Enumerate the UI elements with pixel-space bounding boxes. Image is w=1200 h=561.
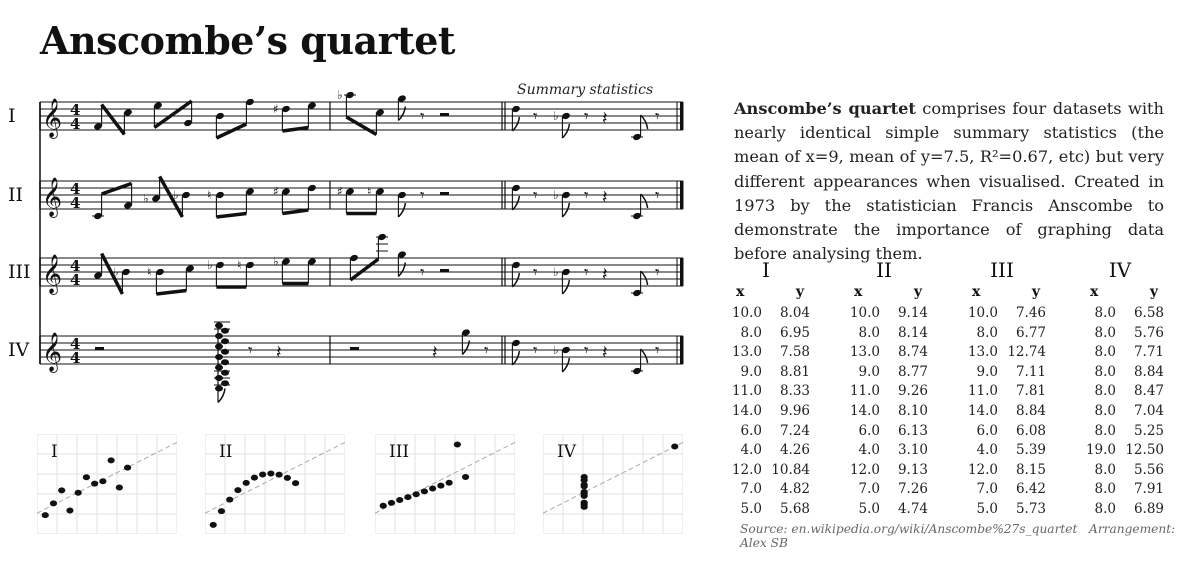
eighth-rest-icon: 𝄾 [248,341,253,361]
header-x: x [972,284,981,300]
cell-x: 10.0 [967,305,998,321]
eighth-rest-icon: 𝄾 [584,341,589,361]
header-y: y [913,284,922,300]
accidental: ♭ [273,254,279,269]
accidental: ♯ [337,184,343,199]
cell-y: 9.26 [897,383,928,400]
eighth-rest-icon: 𝄾 [420,186,425,206]
beam [350,259,378,280]
flag [641,115,648,129]
time-signature: 4 [70,335,81,353]
quarter-rest-icon: 𝄽 [602,108,608,129]
table-row [840,500,928,520]
table-row [958,461,1046,481]
data-point [91,481,98,487]
table-row [1076,500,1164,520]
table-row [840,480,928,500]
cell-x: 10.0 [731,305,762,321]
source-line [740,522,1200,550]
cell-x: 4.0 [976,442,998,459]
accidental: ♭ [173,188,179,202]
header-x: x [854,284,863,300]
treble-clef-icon: 𝄞 [42,332,63,372]
cell-x: 8.0 [1094,324,1116,341]
beam [156,291,186,295]
flag [641,194,648,208]
staff-label: I [8,105,16,127]
table-row [958,324,1046,344]
flag [562,280,569,294]
description-bold: Anscombe’s quartet [734,99,916,118]
cell-y: 5.56 [1133,461,1164,478]
cell-y: 6.89 [1133,500,1164,517]
table-row [1076,402,1164,422]
scatter-plot-IV [543,434,683,534]
table-row [958,441,1046,461]
cell-x: 10.0 [849,305,880,321]
cell-y: 7.81 [1015,383,1046,400]
table-title: III [990,258,1014,282]
cell-y: 8.84 [1015,402,1046,419]
cell-x: 8.0 [1094,363,1116,380]
cell-y: 8.04 [779,305,810,321]
data-point [116,485,123,491]
table-header [722,284,810,304]
cell-y: 9.96 [779,402,810,419]
cell-y: 6.77 [1015,324,1046,341]
table-row [722,480,810,500]
data-point [210,522,217,528]
cell-y: 8.10 [897,402,928,419]
cell-y: 3.10 [897,442,928,459]
plot-label: II [219,442,233,462]
source-text: Source: en.wikipedia.org/wiki/Anscombe%27s_quartet [740,522,1078,536]
data-point [292,480,299,486]
accidental: ♭ [553,265,559,279]
cell-y: 4.26 [779,442,810,459]
time-signature: 4 [70,271,81,289]
cell-y: 12.74 [1007,344,1046,361]
cell-y: 8.77 [897,363,928,380]
table-row [1076,422,1164,442]
time-signature: 4 [70,194,81,212]
data-point [276,472,283,478]
data-point [66,508,73,514]
data-point [671,444,678,450]
flag [562,203,569,217]
cell-x: 11.0 [967,383,998,400]
flag [641,349,648,363]
eighth-rest-icon: 𝄾 [655,341,660,361]
data-point [454,442,461,448]
scatter-plot-I [37,434,177,534]
staff-label: II [8,184,24,206]
beam [102,184,132,195]
table-title: IV [1108,258,1132,282]
table-header [1076,284,1164,304]
table-row [840,382,928,402]
eighth-rest-icon: 𝄾 [655,186,660,206]
musical-score [0,0,700,420]
cell-y: 6.95 [779,324,810,341]
cell-y: 12.50 [1125,442,1164,459]
beam [216,124,246,138]
cell-x: 6.0 [740,422,762,439]
table-row [722,382,810,402]
cell-y: 6.58 [1133,305,1164,321]
chord-notehead [215,386,223,392]
cell-x: 8.0 [858,324,880,341]
data-point [259,472,266,478]
cell-y: 5.73 [1015,500,1046,517]
cell-x: 7.0 [858,481,880,498]
table-row [958,382,1046,402]
staff-label: IV [8,339,30,361]
table-row [958,363,1046,383]
cell-y: 5.76 [1133,324,1164,341]
data-point [267,471,274,477]
data-point [421,488,428,494]
beam [282,210,308,214]
cell-y: 7.46 [1015,305,1046,321]
accidental: ♯ [273,102,279,116]
cell-x: 9.0 [740,363,762,380]
cell-y: 8.81 [779,363,810,380]
final-barline [680,181,684,209]
data-point [243,480,250,486]
eighth-rest-icon: 𝄾 [584,107,589,127]
table-row [1076,461,1164,481]
table-row [958,500,1046,520]
eighth-rest-icon: 𝄾 [584,186,589,206]
table-row [958,402,1046,422]
cell-x: 12.0 [731,461,762,478]
half-rest [95,347,104,351]
table-row [840,363,928,383]
cell-y: 8.84 [1133,363,1164,380]
table-row [722,422,810,442]
accidental: ♭ [553,343,559,357]
cell-y: 7.04 [1133,402,1164,419]
cell-x: 8.0 [1094,402,1116,419]
table-row [958,304,1046,324]
table-row [1076,382,1164,402]
cell-x: 12.0 [849,461,880,478]
table-row [1076,343,1164,363]
header-y: y [1031,284,1040,300]
header-x: x [736,284,745,300]
cell-x: 9.0 [858,363,880,380]
cell-y: 8.74 [897,344,928,361]
accidental: ♮ [207,188,212,202]
data-point [58,487,65,493]
table-dataset-III [958,258,1046,520]
cell-y: 7.24 [779,422,810,439]
cell-x: 14.0 [731,402,762,419]
quarter-rest-icon: 𝄽 [602,187,608,208]
data-point [251,475,258,481]
table-row [722,461,810,481]
eighth-rest-icon: 𝄾 [484,341,489,361]
half-rest [440,192,449,196]
data-point [99,478,106,484]
table-title: II [876,258,892,282]
cell-x: 8.0 [1094,305,1116,321]
accidental: ♮ [237,258,242,272]
data-point [388,500,395,506]
data-point [404,494,411,500]
eighth-rest-icon: 𝄾 [533,341,538,361]
table-row [722,500,810,520]
data-point [226,497,233,503]
data-point [284,475,291,481]
table-row [958,480,1046,500]
flag [398,203,405,217]
treble-clef-icon: 𝄞 [42,98,63,138]
final-barline [680,336,684,364]
cell-x: 8.0 [1094,344,1116,361]
cell-y: 6.13 [897,422,928,439]
cell-x: 9.0 [976,363,998,380]
accidental: ♮ [147,265,152,279]
cell-x: 13.0 [849,344,880,361]
cell-x: 6.0 [858,422,880,439]
table-row [722,441,810,461]
table-row [840,304,928,324]
cell-x: 13.0 [967,344,998,361]
table-dataset-I [722,258,810,520]
accidental: ♯ [273,184,279,199]
table-title: I [762,258,770,282]
data-point [437,483,444,489]
data-point [429,486,436,492]
accidental: ♭ [143,191,149,206]
cell-x: 13.0 [731,344,762,361]
cell-y: 7.26 [897,481,928,498]
header-y: y [1149,284,1158,300]
table-row [840,324,928,344]
table-row [958,343,1046,363]
table-row [840,422,928,442]
plot-label: III [389,442,410,462]
table-row [722,343,810,363]
table-row [1076,324,1164,344]
data-point [234,487,241,493]
quarter-rest-icon: 𝄽 [602,342,608,363]
cell-x: 5.0 [976,500,998,517]
table-row [722,363,810,383]
table-row [722,402,810,422]
cell-x: 11.0 [849,383,880,400]
data-point [581,490,588,496]
cell-x: 12.0 [967,461,998,478]
cell-x: 8.0 [1094,500,1116,517]
scatter-plot-III [375,434,515,534]
cell-x: 8.0 [740,324,762,341]
data-point [83,474,90,480]
cell-x: 7.0 [740,481,762,498]
table-row [840,461,928,481]
data-point [75,490,82,496]
cell-y: 5.39 [1015,442,1046,459]
plot-label: IV [557,442,576,462]
time-signature: 4 [70,180,81,198]
cell-x: 7.0 [976,481,998,498]
time-signature: 4 [70,115,81,133]
flag [512,117,519,131]
chord-notehead [215,323,223,329]
half-rest [440,113,449,117]
cell-y: 6.42 [1015,481,1046,498]
data-point [50,500,57,506]
beam [102,254,123,295]
table-row [1076,363,1164,383]
flag [641,271,648,285]
cell-x: 14.0 [849,402,880,419]
accidental: ♭ [553,188,559,202]
cell-x: 8.0 [976,324,998,341]
data-point [218,508,225,514]
table-row [840,343,928,363]
half-rest [350,347,359,351]
arrangement-text: Arrangement: Alex SB [740,522,1176,550]
chord-notehead [215,365,223,371]
chord-notehead [215,344,223,350]
cell-x: 5.0 [740,500,762,517]
cell-x: 8.0 [1094,481,1116,498]
accidental: ♭ [553,109,559,123]
staff-label: III [8,261,31,283]
half-rest [440,269,449,273]
cell-x: 4.0 [858,442,880,459]
data-point [42,512,49,518]
table-row [958,422,1046,442]
description-text: comprises four datasets with nearly identical simple summary statistics (the mean of x=9, mean of y=7.5, R²=0.67, etc) but very different appearances when visualised. Created in 1973 by the statistician Francis Anscombe to demonstrate the importance of graphing data before analysing them. [734,99,1164,264]
cell-y: 10.84 [771,461,810,478]
table-row [1076,441,1164,461]
final-barline [680,258,684,286]
cell-y: 8.33 [779,383,810,400]
quarter-rest-icon: 𝄽 [276,342,282,363]
beam [160,177,183,218]
data-point [413,491,420,497]
cell-y: 8.47 [1133,383,1164,400]
cell-y: 4.82 [779,481,810,498]
eighth-rest-icon: 𝄾 [420,107,425,127]
cell-y: 9.14 [897,305,928,321]
treble-clef-icon: 𝄞 [42,254,63,294]
eighth-rest-icon: 𝄾 [533,186,538,206]
table-row [722,324,810,344]
accidental: ♭ [337,88,343,102]
cell-x: 19.0 [1085,442,1116,459]
accidental: ♮ [367,184,372,199]
table-row [722,304,810,324]
cell-y: 5.68 [779,500,810,517]
table-row [1076,480,1164,500]
cell-x: 6.0 [976,422,998,439]
cell-y: 8.15 [1015,461,1046,478]
cell-y: 4.74 [897,500,928,517]
cell-y: 7.11 [1015,363,1046,380]
flag [512,273,519,287]
regression-line [37,442,177,513]
time-signature: 4 [70,349,81,367]
flag [512,351,519,365]
cell-x: 11.0 [731,383,762,400]
data-point [446,480,453,486]
cell-x: 4.0 [740,442,762,459]
data-point [581,482,588,488]
page-title: Anscombe’s quartet [40,18,455,63]
description [734,97,1164,266]
data-point [380,503,387,509]
header-y: y [795,284,804,300]
table-row [840,441,928,461]
cell-y: 8.14 [897,324,928,341]
cell-y: 5.25 [1133,422,1164,439]
cell-y: 6.08 [1015,422,1046,439]
table-row [840,402,928,422]
flag [512,196,519,210]
scatter-svg [37,434,177,534]
time-signature: 4 [70,257,81,275]
cell-y: 7.58 [779,344,810,361]
data-point [581,501,588,507]
quarter-rest-icon: 𝄽 [602,264,608,285]
table-header [958,284,1046,304]
cell-x: 8.0 [1094,461,1116,478]
beam [216,214,246,218]
eighth-rest-icon: 𝄾 [655,263,660,283]
time-signature: 4 [70,101,81,119]
accidental: ♭ [207,258,213,272]
flag [562,124,569,138]
data-point [396,497,403,503]
table-dataset-IV [1076,258,1164,520]
eighth-rest-icon: 𝄾 [420,263,425,283]
table-row [1076,304,1164,324]
data-point [462,474,469,480]
table-header [840,284,928,304]
data-point [108,457,115,463]
table-dataset-II [840,258,928,520]
eighth-rest-icon: 𝄾 [533,107,538,127]
cell-x: 8.0 [1094,383,1116,400]
eighth-rest-icon: 𝄾 [533,263,538,283]
flag [562,358,569,372]
cell-x: 8.0 [1094,422,1116,439]
final-barline [680,102,684,130]
plot-label: I [51,442,58,462]
beam [346,117,376,135]
cell-y: 7.91 [1133,481,1164,498]
scatter-plot-II [205,434,345,534]
cell-y: 7.71 [1133,344,1164,361]
header-x: x [1090,284,1099,300]
cell-y: 9.13 [897,461,928,478]
cell-x: 14.0 [967,402,998,419]
data-point [124,465,131,471]
cell-x: 5.0 [858,500,880,517]
quarter-rest-icon: 𝄽 [432,342,438,363]
treble-clef-icon: 𝄞 [42,177,63,217]
eighth-rest-icon: 𝄾 [655,107,660,127]
summary-statistics-label: Summary statistics [517,82,654,98]
accidental: ♭ [113,265,119,279]
eighth-rest-icon: 𝄾 [584,263,589,283]
